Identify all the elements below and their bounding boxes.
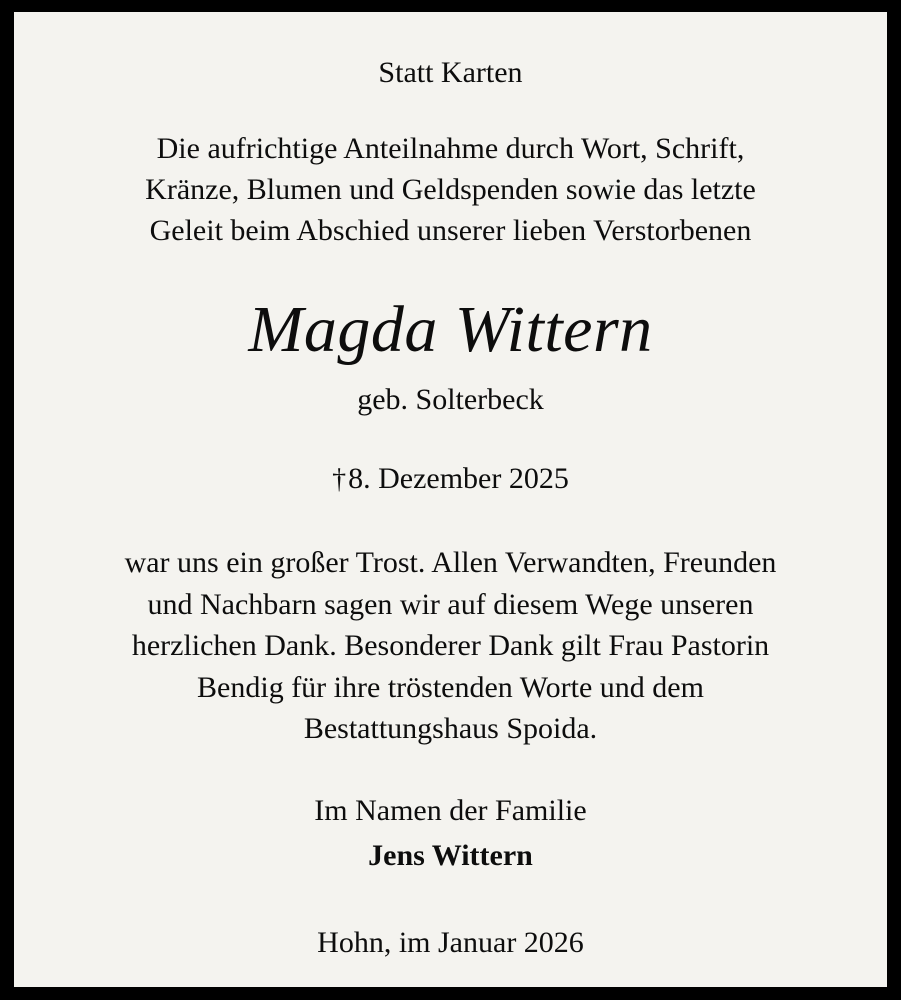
thanks-line-2: und Nachbarn sagen wir auf diesem Wege unseren xyxy=(147,587,754,621)
place-and-date: Hohn, im Januar 2026 xyxy=(317,926,584,960)
death-date-line xyxy=(60,459,841,498)
thanks-line-1: war uns ein großer Trost. Allen Verwandten, Freunden xyxy=(124,546,777,580)
family-label: Im Namen der Familie xyxy=(314,794,587,828)
intro-line-2: Kränze, Blumen und Geldspenden sowie das letzte xyxy=(145,172,756,206)
notice-heading: Statt Karten xyxy=(378,56,523,89)
cross-icon: † xyxy=(332,464,347,496)
maiden-name: geb. Solterbeck xyxy=(357,383,544,417)
thanks-line-3: herzlichen Dank. Besonderer Dank gilt Frau Pastorin xyxy=(131,629,770,663)
thanks-line-5: Bestattungshaus Spoida. xyxy=(303,712,598,746)
family-name: Jens Wittern xyxy=(368,839,533,873)
deceased-name: Magda Wittern xyxy=(248,292,653,366)
death-date: 8. Dezember 2025 xyxy=(348,462,569,496)
thanks-line-4: Bendig für ihre tröstenden Worte und dem xyxy=(197,670,704,704)
obituary-card xyxy=(14,12,887,987)
intro-line-1: Die aufrichtige Anteilnahme durch Wort, Schrift, xyxy=(156,131,745,165)
intro-line-3: Geleit beim Abschied unserer lieben Verstorbenen xyxy=(149,213,752,247)
thanks-paragraph xyxy=(60,542,841,749)
intro-paragraph xyxy=(84,128,817,251)
